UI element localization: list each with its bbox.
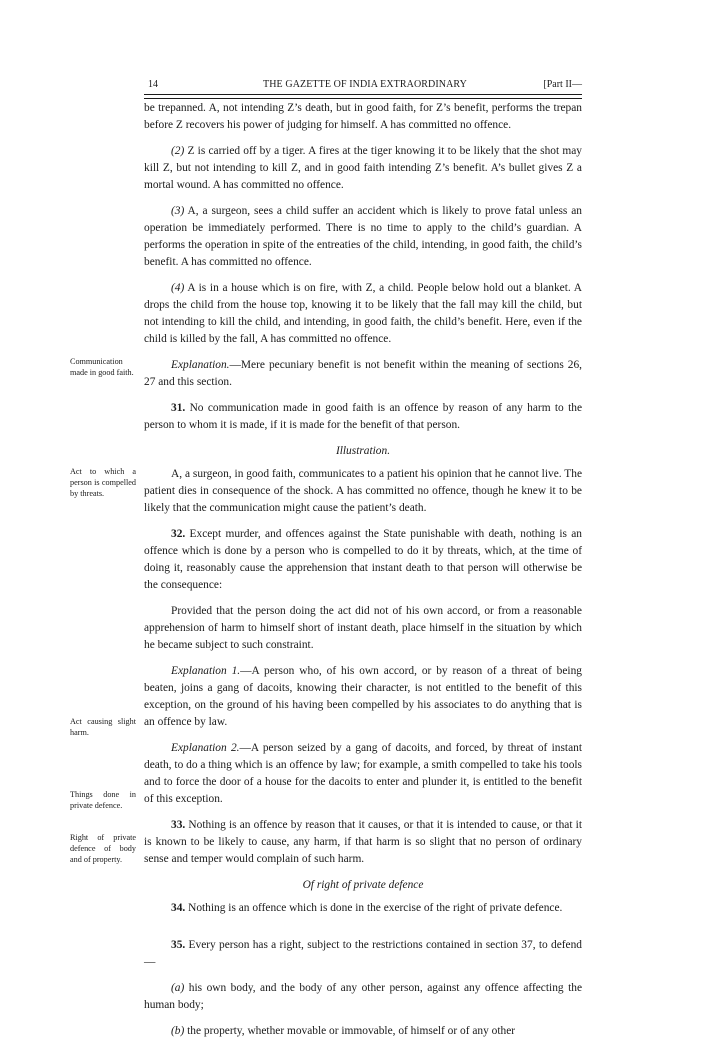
illustration-text: A, a surgeon, sees a child suffer an accident which is likely to prove fatal unless an operation be immediately performed. There is no time to apply to the child’s guardian. A performs the operation in spite of the entreaties of the child, intending, in good faith, the child’s benefit. A has committed no offence. — [144, 205, 582, 268]
section-32-explanation-1 — [144, 663, 582, 731]
section-32-proviso — [144, 603, 582, 654]
clause-number: (b) — [171, 1025, 185, 1037]
page-number: 14 — [148, 79, 158, 90]
illustration-text: A is in a house which is on fire, with Z, a child. People below hold out a blanket. A drops the child from the house top, knowing it to be likely that the fall may kill the child, but not intending to kill the child, and intending, in good faith, the child’s benefit. Here, even if the child is killed by the fall, A has committed no offence. — [144, 282, 582, 345]
section-35 — [144, 937, 582, 971]
paragraph-trepan — [144, 100, 582, 134]
proviso-text: Provided that the person doing the act did not of his own accord, or from a reasonable apprehension of harm to himself short of instant death, place himself in the situation by which he became subject to such constraint. — [144, 605, 582, 651]
paragraph-text: be trepanned. A, not intending Z’s death, but in good faith, for Z’s benefit, performs the trepan before Z recovers his power of judging for himself. A has committed no offence. — [144, 102, 582, 131]
heading-private-defence: Of right of private defence — [302, 879, 424, 891]
page-header — [148, 78, 582, 94]
section-34 — [144, 900, 582, 917]
illustration-2 — [144, 143, 582, 194]
clause-text: the property, whether movable or immovable, of himself or of any other — [184, 1025, 516, 1037]
section-31 — [144, 400, 582, 434]
explanation-text: —A person seized by a gang of dacoits, and forced, by threat of instant death, to do a thing which is an offence by law; for example, a smith compelled to take his tools and to force the door of a house for the dacoits to enter and plunder it, is entitled to the benefit of this exception. — [144, 742, 582, 805]
section-text: Nothing is an offence by reason that it causes, or that it is intended to cause, or that it is known to be likely to cause, any harm, if that harm is so slight that no person of ordinary sense and temper would complain of such harm. — [144, 819, 582, 865]
explanation-label: Explanation 1. — [171, 665, 241, 677]
illustration-text: A, a surgeon, in good faith, communicates to a patient his opinion that he cannot live. The patient dies in consequence of the shock. A has committed no offence, though he knew it to be likely that the communication might cause the patient’s death. — [144, 468, 582, 514]
section-number: 33. — [171, 819, 186, 831]
illustration-heading: Illustration. — [335, 445, 391, 457]
illustration-number: (4) — [171, 282, 185, 294]
margin-note-32: Act to which a person is compelled by threats. — [70, 467, 136, 498]
section-text: No communication made in good faith is an offence by reason of any harm to the person to whom it is made, if it is made for the benefit of that person. — [144, 402, 582, 431]
illustration-3 — [144, 203, 582, 271]
explanation-label: Explanation. — [171, 359, 230, 371]
explanation-label: Explanation 2. — [171, 742, 240, 754]
section-number: 34. — [171, 902, 186, 914]
section-text: Nothing is an offence which is done in the exercise of the right of private defence. — [185, 902, 563, 914]
header-rule — [144, 94, 582, 99]
explanation-text: —Mere pecuniary benefit is not benefit within the meaning of sections 26, 27 and this section. — [144, 359, 582, 388]
section-31-illustration — [144, 466, 582, 517]
margin-note-33: Act causing slight harm. — [70, 717, 136, 737]
section-number: 32. — [171, 528, 186, 540]
part-label: [Part II— — [543, 79, 582, 90]
illustration-4 — [144, 280, 582, 348]
section-number: 31. — [171, 402, 186, 414]
section-text: Except murder, and offences against the State punishable with death, nothing is an offence which is done by a person who is compelled to do it by threats, which, at the time of doing it, reasonably cause the apprehension that instant death to that person will otherwise be the consequence: — [144, 528, 582, 591]
document-body — [144, 100, 582, 1049]
section-32-explanation-2 — [144, 740, 582, 808]
section-35-clause-b — [144, 1023, 582, 1040]
section-35-clause-a — [144, 980, 582, 1014]
illustration-number: (2) — [171, 145, 185, 157]
section-text: Every person has a right, subject to the restrictions contained in section 37, to defend— — [144, 939, 582, 968]
gazette-title: THE GAZETTE OF INDIA EXTRAORDINARY — [263, 79, 467, 90]
margin-note-34: Things done in private defence. — [70, 790, 136, 810]
section-33 — [144, 817, 582, 868]
illustration-number: (3) — [171, 205, 185, 217]
section-number: 35. — [171, 939, 186, 951]
section-32 — [144, 526, 582, 594]
margin-note-31: Communication made in good faith. — [70, 357, 134, 377]
clause-number: (a) — [171, 982, 185, 994]
margin-note-35: Right of private defence of body and of property. — [70, 833, 136, 864]
clause-text: his own body, and the body of any other person, against any offence affecting the human body; — [144, 982, 582, 1011]
explanation-text: —A person who, of his own accord, or by reason of a threat of being beaten, joins a gang of dacoits, knowing their character, is not entitled to the benefit of this exception, on the ground of his having been compelled by his associates to do anything that is an offence by law. — [144, 665, 582, 728]
explanation-benefit — [144, 357, 582, 391]
illustration-text: Z is carried off by a tiger. A fires at the tiger knowing it to be likely that the shot may kill Z, but not intending to kill Z, and in good faith intending Z’s benefit. A’s bullet gives Z a mortal wound. A has committed no offence. — [144, 145, 582, 191]
